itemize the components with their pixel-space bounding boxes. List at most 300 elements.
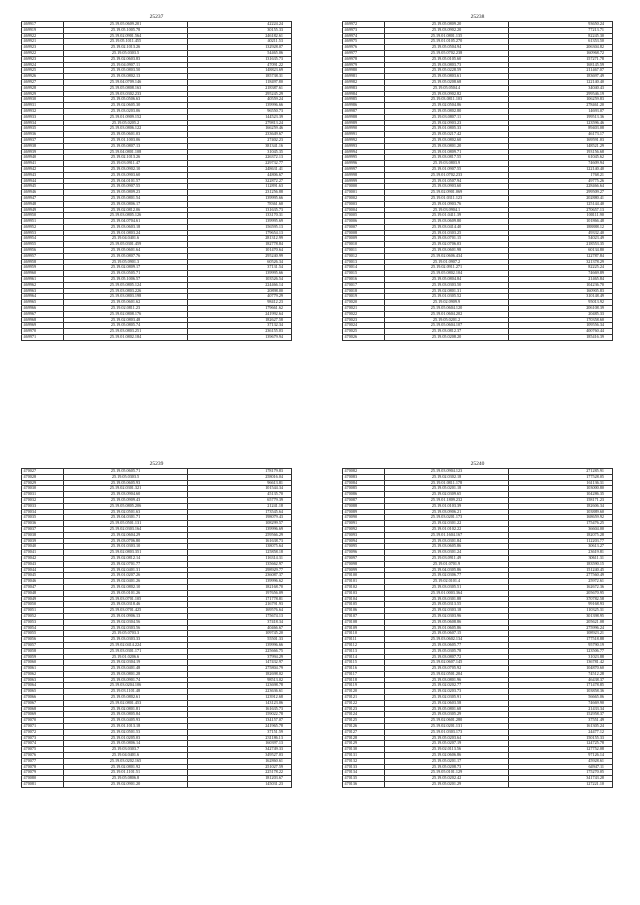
row-id-cell: 470074 <box>22 741 64 747</box>
code-cell: 25.19.01.0507.94 <box>385 178 509 184</box>
row-id-cell: 469964 <box>22 294 64 300</box>
amount-cell: 158171.23 <box>509 497 613 503</box>
amount-cell: 182606.34 <box>509 503 613 509</box>
row-id-cell: 470120 <box>343 689 385 695</box>
row-id-cell: 469934 <box>22 120 64 126</box>
code-cell: 25.19.01.1101.51 <box>64 770 188 776</box>
code-cell: 25.19.01.0103.39 <box>385 503 509 509</box>
row-id-cell: 470114 <box>343 654 385 660</box>
amount-cell: 139995.69 <box>188 219 292 225</box>
code-cell: 25.19.03.0803.73 <box>385 62 509 68</box>
amount-cell: 231186.13 <box>188 735 292 741</box>
code-cell: 25.19.03.0204.106 <box>64 683 188 689</box>
code-cell: 25.19.02.0803.351 <box>64 550 188 556</box>
code-cell: 25.19.05.0909.43 <box>64 497 188 503</box>
row-id-cell: 470094 <box>343 538 385 544</box>
row-id-cell: 469925 <box>22 68 64 74</box>
amount-cell: 161638.73 <box>188 538 292 544</box>
row-id-cell: 470093 <box>343 532 385 538</box>
code-cell: 25.19.03.0305.51 <box>385 584 509 590</box>
row-id-cell: 470116 <box>343 666 385 672</box>
code-cell: 25.19.03.0803.198 <box>64 294 188 300</box>
code-cell: 25.19.04.0305.86 <box>385 567 509 573</box>
amount-cell: 108299.57 <box>188 521 292 527</box>
amount-cell: 258016.04 <box>188 474 292 480</box>
row-id-cell: 470002 <box>343 195 385 201</box>
amount-cell: 231256.88 <box>188 190 292 196</box>
code-cell: 25.19.05.0205.2 <box>64 120 188 126</box>
row-id-cell: 469995 <box>343 155 385 161</box>
amount-cell: 177518.88 <box>509 637 613 643</box>
row-id-cell: 469939 <box>22 149 64 155</box>
amount-cell: 175674.13 <box>188 613 292 619</box>
amount-cell: 236155.03 <box>188 329 292 335</box>
amount-cell: 109745.20 <box>188 631 292 637</box>
code-cell: 25.19.05.0303.5 <box>64 50 188 56</box>
code-cell: 25.19.03.0904.60 <box>64 492 188 498</box>
row-id-cell: 469922 <box>22 50 64 56</box>
amount-cell: 122140.40 <box>509 166 613 172</box>
table-block-2 <box>342 13 613 341</box>
row-id-cell: 470117 <box>343 671 385 677</box>
row-id-cell: 470047 <box>22 584 64 590</box>
amount-cell: 54023.49 <box>509 236 613 242</box>
code-cell: 25.19.03.0807.72 <box>385 654 509 660</box>
row-id-cell: 469959 <box>22 265 64 271</box>
code-cell: 25.19.01.0802.184 <box>64 335 188 341</box>
code-cell: 25.19.05.0801.54 <box>64 195 188 201</box>
code-cell: 25.19.02.0302.18 <box>385 474 509 480</box>
row-id-cell: 470031 <box>22 492 64 498</box>
code-cell: 25.19.03.0303.7 <box>64 747 188 753</box>
code-cell: 25.19.01.0811.178 <box>385 480 509 486</box>
row-id-cell: 469979 <box>343 62 385 68</box>
row-id-cell: 469965 <box>22 300 64 306</box>
row-id-cell: 470018 <box>343 288 385 294</box>
code-cell: 25.19.04.0401.6 <box>64 236 188 242</box>
amount-cell: 211467.07 <box>509 68 613 74</box>
amount-cell: 226372.13 <box>188 155 292 161</box>
code-cell: 25.19.05.0805.206 <box>64 503 188 509</box>
amount-cell: 177528.05 <box>509 474 613 480</box>
amount-cell: 299546.19 <box>509 91 613 97</box>
code-cell: 25.19.01.0303.10 <box>64 544 188 550</box>
data-table <box>21 468 292 788</box>
row-id-cell: 470096 <box>343 550 385 556</box>
code-cell: 25.19.05.0504.4 <box>385 85 509 91</box>
row-id-cell: 469960 <box>22 271 64 277</box>
code-cell: 25.19.05.0105.60 <box>385 56 509 62</box>
amount-cell: 185416.39 <box>509 335 613 341</box>
amount-cell: 160397.13 <box>188 741 292 747</box>
code-cell: 25.19.05.0208.73 <box>385 764 509 770</box>
row-id-cell: 469984 <box>343 91 385 97</box>
amount-cell: 138075.64 <box>188 544 292 550</box>
amount-cell: 74512.28 <box>509 671 613 677</box>
amount-cell: 37994.29 <box>188 654 292 660</box>
code-cell: 25.19.03.0911.47 <box>64 161 188 167</box>
code-cell: 25.19.03.0301.24 <box>385 550 509 556</box>
row-id-cell: 469970 <box>22 329 64 335</box>
amount-cell: 185738.31 <box>188 74 292 80</box>
code-cell: 25.19.01.0701.9 <box>385 561 509 567</box>
row-id-cell: 470070 <box>22 718 64 724</box>
code-cell: 25.19.02.0303.56 <box>64 625 188 631</box>
code-cell: 25.19.05.0601.62 <box>64 300 188 306</box>
amount-cell: 183590.15 <box>509 561 613 567</box>
amount-cell: 74669.89 <box>509 271 613 277</box>
amount-cell: 144523.39 <box>188 114 292 120</box>
row-id-cell: 470098 <box>343 561 385 567</box>
amount-cell: 49332.40 <box>509 230 613 236</box>
amount-cell: 171778.81 <box>188 596 292 602</box>
code-cell: 25.19.02.0501.204 <box>385 671 509 677</box>
amount-cell: 341743.28 <box>509 776 613 782</box>
code-cell: 25.19.05.0802.61 <box>64 695 188 701</box>
amount-cell: 159022.78 <box>188 712 292 718</box>
amount-cell: 228466.64 <box>509 184 613 190</box>
code-cell: 25.19.05.0609.201 <box>64 22 188 28</box>
row-id-cell: 469996 <box>343 161 385 167</box>
amount-cell: 143123.06 <box>188 700 292 706</box>
row-id-cell: 469999 <box>343 178 385 184</box>
row-id-cell: 470053 <box>22 619 64 625</box>
code-cell: 25.19.03.0603.18 <box>64 224 188 230</box>
row-id-cell: 470133 <box>343 764 385 770</box>
row-id-cell: 469966 <box>22 306 64 312</box>
row-id-cell: 470136 <box>343 782 385 788</box>
amount-cell: 259566.29 <box>188 532 292 538</box>
amount-cell: 134157.07 <box>188 718 292 724</box>
code-cell: 25.19.05.0202.42 <box>385 776 509 782</box>
amount-cell: 279813.24 <box>188 120 292 126</box>
amount-cell: 56665.06 <box>509 695 613 701</box>
amount-cell: 233649.67 <box>188 132 292 138</box>
amount-cell: 205621.08 <box>509 619 613 625</box>
code-cell: 25.19.02.0811.23 <box>64 306 188 312</box>
row-id-cell: 470080 <box>22 776 64 782</box>
amount-cell: 37551.49 <box>509 718 613 724</box>
amount-cell: 151240.45 <box>509 567 613 573</box>
row-id-cell: 470059 <box>22 654 64 660</box>
row-id-cell: 470095 <box>343 544 385 550</box>
row-id-cell: 469924 <box>22 62 64 68</box>
amount-cell: 145031.23 <box>188 782 292 788</box>
row-id-cell: 469951 <box>22 219 64 225</box>
code-cell: 25.19.01.0411.39 <box>385 213 509 219</box>
code-cell: 25.19.02.0802.10 <box>64 584 188 590</box>
code-cell: 25.19.03.0904.123 <box>385 469 509 475</box>
row-id-cell: 470040 <box>22 544 64 550</box>
code-cell: 25.19.02.0801.81 <box>64 706 188 712</box>
amount-cell: 64947.11 <box>509 764 613 770</box>
amount-cell: 295245.29 <box>188 91 292 97</box>
table-title: 25240 <box>470 461 485 467</box>
amount-cell: 156595.13 <box>188 224 292 230</box>
row-id-cell: 470060 <box>22 660 64 666</box>
amount-cell: 40559.24 <box>188 97 292 103</box>
row-id-cell: 470003 <box>343 201 385 207</box>
amount-cell: 45135.70 <box>188 492 292 498</box>
row-id-cell: 469933 <box>22 114 64 120</box>
row-id-cell: 470068 <box>22 706 64 712</box>
amount-cell: 178179.83 <box>188 469 292 475</box>
amount-cell: 108923.21 <box>509 631 613 637</box>
code-cell: 25.19.05.0217.42 <box>385 132 509 138</box>
code-cell: 25.19.02.0504.86 <box>385 103 509 109</box>
row-id-cell: 470025 <box>343 329 385 335</box>
amount-cell: 251027.59 <box>188 764 292 770</box>
row-id-cell: 470058 <box>22 648 64 654</box>
amount-cell: 162672.36 <box>509 584 613 590</box>
code-cell: 25.19.02.0501.53 <box>64 729 188 735</box>
amount-cell: 183697.49 <box>509 74 613 80</box>
code-cell: 25.19.02.0808.176 <box>64 311 188 317</box>
code-cell: 25.19.02.0303.96 <box>385 613 509 619</box>
row-id-cell: 470045 <box>22 573 64 579</box>
code-cell: 25.19.01.0205.03 <box>64 735 188 741</box>
amount-cell: 188888.12 <box>509 224 613 230</box>
amount-cell: 175270.05 <box>509 770 613 776</box>
row-id-cell: 470108 <box>343 619 385 625</box>
row-id-cell: 470051 <box>22 608 64 614</box>
row-id-cell: 470043 <box>22 561 64 567</box>
row-id-cell: 470106 <box>343 608 385 614</box>
code-cell: 25.19.05.0301.459 <box>64 242 188 248</box>
code-cell: 25.19.02.0901.564 <box>64 33 188 39</box>
code-cell: 25.19.03.0811.103 <box>385 97 509 103</box>
code-cell: 25.19.03.0609.80 <box>385 219 509 225</box>
code-cell: 25.19.03.0801.96 <box>385 677 509 683</box>
amount-cell: 100111.90 <box>509 213 613 219</box>
row-id-cell: 470067 <box>22 700 64 706</box>
amount-cell: 175476.25 <box>509 521 613 527</box>
amount-cell: 30611.31 <box>509 555 613 561</box>
amount-cell: 24477.12 <box>509 729 613 735</box>
table-title: 25238 <box>470 14 485 20</box>
amount-cell: 46438.37 <box>509 677 613 683</box>
code-cell: 25.19.03.0201.173 <box>385 515 509 521</box>
amount-cell: 400760.44 <box>509 329 613 335</box>
row-id-cell: 469923 <box>22 45 64 51</box>
amount-cell: 95790.19 <box>509 642 613 648</box>
row-id-cell: 470103 <box>343 590 385 596</box>
row-id-cell: 469969 <box>22 323 64 329</box>
amount-cell: 224466.14 <box>188 282 292 288</box>
code-cell: 25.19.05.0807.13 <box>64 143 188 149</box>
amount-cell: 55501.33 <box>188 637 292 643</box>
amount-cell: 21241.18 <box>188 503 292 509</box>
code-cell: 25.19.03.0805.126 <box>64 213 188 219</box>
row-id-cell: 470014 <box>343 265 385 271</box>
amount-cell: 42224.24 <box>188 22 292 28</box>
row-id-cell: 469958 <box>22 259 64 265</box>
row-id-cell: 470042 <box>22 555 64 561</box>
code-cell: 25.19.02.1013.26 <box>64 155 188 161</box>
amount-cell: 166259.46 <box>188 126 292 132</box>
code-cell: 25.19.05.0101.129 <box>385 770 509 776</box>
amount-cell: 148823.69 <box>188 68 292 74</box>
code-cell: 25.19.03.0904.1 <box>385 207 509 213</box>
code-cell: 25.19.02.0414.224 <box>64 642 188 648</box>
row-id-cell: 470029 <box>22 480 64 486</box>
code-cell: 25.19.04.0709.146 <box>64 79 188 85</box>
code-cell: 25.19.01.0105.270 <box>385 39 509 45</box>
code-cell: 25.19.05.1011.455 <box>64 39 188 45</box>
amount-cell: 179661.62 <box>188 306 292 312</box>
amount-cell: 109556.34 <box>509 323 613 329</box>
code-cell: 25.19.03.0701.425 <box>64 608 188 614</box>
amount-cell: 132928.07 <box>188 45 292 51</box>
code-cell: 25.19.01.0903.76 <box>385 201 509 207</box>
amount-cell: 112203.77 <box>509 538 613 544</box>
row-id-cell: 470028 <box>22 474 64 480</box>
row-id-cell: 469923 <box>22 56 64 62</box>
amount-cell: 93650.24 <box>509 22 613 28</box>
amount-cell: 218387.61 <box>188 85 292 91</box>
code-cell: 25.19.05.0313.55 <box>385 602 509 608</box>
row-id-cell: 470062 <box>22 671 64 677</box>
code-cell: 25.19.01.0909.152 <box>64 114 188 120</box>
row-id-cell: 470099 <box>343 567 385 573</box>
code-cell: 25.19.02.0812.06 <box>64 207 188 213</box>
table-row <box>22 335 292 341</box>
row-id-cell: 469938 <box>22 143 64 149</box>
amount-cell: 301398.95 <box>509 613 613 619</box>
code-cell: 25.19.05.0804.84 <box>385 277 509 283</box>
code-cell: 25.19.01.0907.2 <box>385 259 509 265</box>
row-id-cell: 469953 <box>22 230 64 236</box>
code-cell: 25.19.03.0318.46 <box>64 602 188 608</box>
row-id-cell: 470063 <box>22 677 64 683</box>
amount-cell: 112891.63 <box>188 184 292 190</box>
row-id-cell: 470036 <box>22 521 64 527</box>
code-cell: 25.19.01.0102.22 <box>385 526 509 532</box>
code-cell: 25.19.03.0906.21 <box>385 509 509 515</box>
row-id-cell: 469917 <box>22 22 64 28</box>
row-id-cell: 470001 <box>343 190 385 196</box>
row-id-cell: 469973 <box>343 27 385 33</box>
code-cell: 25.19.02.0607.145 <box>385 660 509 666</box>
row-id-cell: 470118 <box>343 677 385 683</box>
row-id-cell: 470021 <box>343 306 385 312</box>
row-id-cell: 469941 <box>22 161 64 167</box>
row-id-cell: 469998 <box>343 172 385 178</box>
code-cell: 25.19.02.0306.77 <box>385 573 509 579</box>
code-cell: 25.19.02.0603.83 <box>64 56 188 62</box>
row-id-cell: 470011 <box>343 248 385 254</box>
row-id-cell: 470050 <box>22 602 64 608</box>
row-id-cell: 470121 <box>343 695 385 701</box>
code-cell: 25.19.03.0302.233 <box>64 91 188 97</box>
code-cell: 25.19.03.0303.50 <box>385 282 509 288</box>
code-cell: 25.19.05.0604.120 <box>385 306 509 312</box>
row-id-cell: 470135 <box>343 776 385 782</box>
row-id-cell: 470132 <box>343 758 385 764</box>
row-id-cell: 469993 <box>343 143 385 149</box>
code-cell: 25.19.03.0505.71 <box>64 271 188 277</box>
row-id-cell: 469981 <box>343 74 385 80</box>
amount-cell: 40466.67 <box>188 625 292 631</box>
code-cell: 25.19.02.0203.73 <box>385 689 509 695</box>
amount-cell: 225178.22 <box>188 770 292 776</box>
code-cell: 25.19.03.0902.10 <box>64 166 188 172</box>
row-id-cell: 469956 <box>22 248 64 254</box>
code-cell: 25.19.05.0201.18 <box>385 486 509 492</box>
amount-cell: 103000.80 <box>509 486 613 492</box>
code-cell: 25.19.02.0501.63 <box>64 509 188 515</box>
row-id-cell: 470089 <box>343 509 385 515</box>
code-cell: 25.19.03.0903.60 <box>64 172 188 178</box>
row-id-cell: 469921 <box>22 39 64 45</box>
code-cell: 25.19.02.0801.92 <box>64 764 188 770</box>
row-id-cell: 470127 <box>343 729 385 735</box>
amount-cell: 246182.61 <box>188 33 292 39</box>
amount-cell: 31045.35 <box>188 149 292 155</box>
amount-cell: 124725.78 <box>509 741 613 747</box>
code-cell: 25.19.03.0806.122 <box>64 126 188 132</box>
code-cell: 25.19.02.0304.19 <box>64 660 188 666</box>
amount-cell: 54465.06 <box>188 50 292 56</box>
amount-cell: 275996.24 <box>509 625 613 631</box>
data-table <box>21 21 292 341</box>
row-id-cell: 470004 <box>343 207 385 213</box>
row-id-cell: 470020 <box>343 300 385 306</box>
amount-cell: 139995.66 <box>188 195 292 201</box>
row-id-cell: 470039 <box>22 538 64 544</box>
amount-cell: 168145.59 <box>509 62 613 68</box>
row-id-cell: 470054 <box>22 625 64 631</box>
code-cell: 25.19.02.0604.29 <box>64 532 188 538</box>
row-id-cell: 469932 <box>22 108 64 114</box>
row-id-cell: 470100 <box>343 573 385 579</box>
code-cell: 25.19.05.0201.17 <box>385 758 509 764</box>
code-cell: 25.19.02.0706.03 <box>385 242 509 248</box>
amount-cell: 205670.95 <box>509 590 613 596</box>
row-id-cell: 470111 <box>343 637 385 643</box>
code-cell: 25.19.04.0907.11 <box>64 62 188 68</box>
amount-cell: 82245.30 <box>509 33 613 39</box>
code-cell: 25.19.02.0901.069 <box>385 190 509 196</box>
row-id-cell: 470064 <box>22 683 64 689</box>
amount-cell: 97126.14 <box>509 753 613 759</box>
row-id-cell: 469919 <box>22 27 64 33</box>
row-id-cell: 470006 <box>343 219 385 225</box>
code-cell: 25.19.05.1006.57 <box>64 277 188 283</box>
code-cell: 25.19.03.0605.86 <box>385 544 509 550</box>
row-id-cell: 470071 <box>22 724 64 730</box>
code-cell: 25.19.02.0601.280 <box>385 718 509 724</box>
row-id-cell: 469945 <box>22 184 64 190</box>
code-cell: 25.19.03.0602.134 <box>385 637 509 643</box>
amount-cell: 223636.61 <box>188 689 292 695</box>
amount-cell: 181203.67 <box>188 776 292 782</box>
amount-cell: 152958.37 <box>509 712 613 718</box>
row-id-cell: 469952 <box>22 224 64 230</box>
row-id-cell: 470019 <box>343 294 385 300</box>
amount-cell: 40779.29 <box>188 294 292 300</box>
row-id-cell: 470033 <box>22 503 64 509</box>
table-row <box>343 335 613 341</box>
amount-cell: 182698.02 <box>188 671 292 677</box>
amount-cell: 169576.64 <box>188 608 292 614</box>
table-block-3 <box>21 460 292 788</box>
row-id-cell: 470075 <box>22 747 64 753</box>
code-cell: 25.19.01.0207.26 <box>64 573 188 579</box>
code-cell: 25.19.05.0501.131 <box>64 521 188 527</box>
amount-cell: 148521.29 <box>509 143 613 149</box>
amount-cell: 37151.59 <box>188 729 292 735</box>
